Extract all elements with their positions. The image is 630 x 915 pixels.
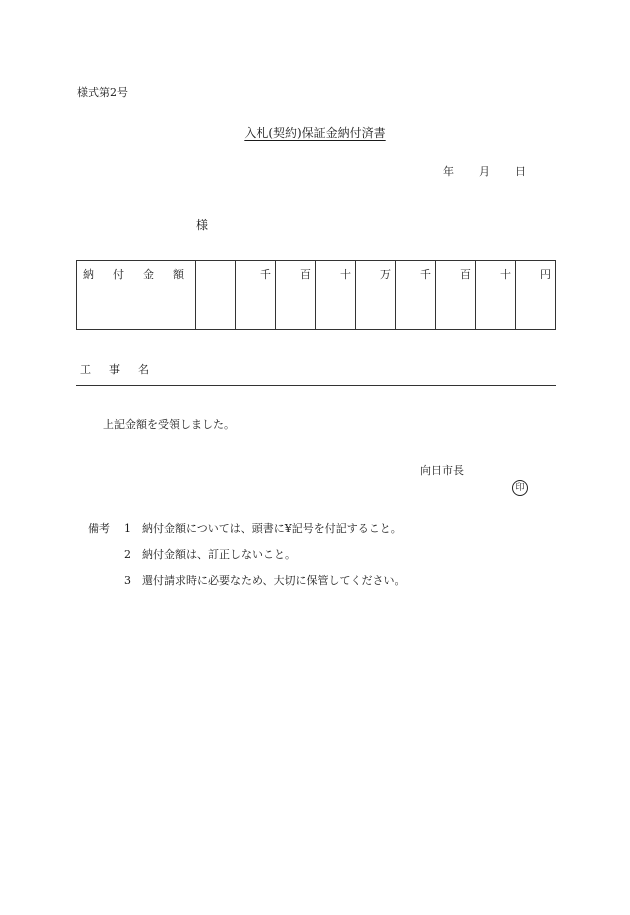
document-title [0, 124, 630, 141]
seal-mark: 印 [512, 480, 528, 496]
date-month-label: 月 [479, 165, 490, 178]
project-label-char: 工 [80, 363, 91, 376]
note-text: 還付請求時に必要なため、大切に保管してください。 [142, 574, 406, 587]
note-text: 納付金額は、訂正しないこと。 [142, 548, 296, 561]
amount-label-cell [77, 261, 196, 330]
digit-cell[interactable]: 円 [516, 261, 556, 330]
receipt-statement: 上記金額を受領しました。 [103, 418, 235, 431]
project-label-char: 名 [138, 363, 149, 376]
amount-label-char: 金 [143, 268, 154, 281]
date-day-label: 日 [515, 165, 526, 178]
digit-cell[interactable]: 千 [396, 261, 436, 330]
note-number: 1 [124, 522, 131, 535]
note-item [124, 520, 402, 536]
amount-row [77, 261, 556, 330]
addressee-suffix: 様 [196, 218, 209, 232]
digit-cell[interactable]: 千 [236, 261, 276, 330]
project-label-char: 事 [109, 363, 120, 376]
note-number: 2 [124, 548, 131, 561]
document-title-text: 入札(契約)保証金納付済書 [244, 126, 386, 140]
form-number: 様式第2号 [77, 86, 128, 99]
digit-cell[interactable] [196, 261, 236, 330]
amount-table [76, 260, 556, 330]
date-year-label: 年 [443, 165, 454, 178]
digit-cell[interactable]: 十 [316, 261, 356, 330]
project-name-field-line[interactable] [76, 385, 556, 386]
notes-heading: 備考 [88, 522, 110, 535]
note-text: 納付金額については、頭書に¥記号を付記すること。 [142, 522, 402, 535]
project-name-label [80, 361, 167, 377]
digit-cell[interactable]: 十 [476, 261, 516, 330]
note-item [124, 572, 406, 588]
amount-label-char: 付 [113, 268, 124, 281]
amount-label-char: 額 [173, 268, 184, 281]
digit-cell[interactable]: 万 [356, 261, 396, 330]
digit-cell[interactable]: 百 [436, 261, 476, 330]
digit-cell[interactable]: 百 [276, 261, 316, 330]
amount-label-char: 納 [83, 268, 94, 281]
note-item [124, 546, 296, 562]
issuer-name: 向日市長 [420, 464, 464, 477]
note-number: 3 [124, 574, 131, 587]
